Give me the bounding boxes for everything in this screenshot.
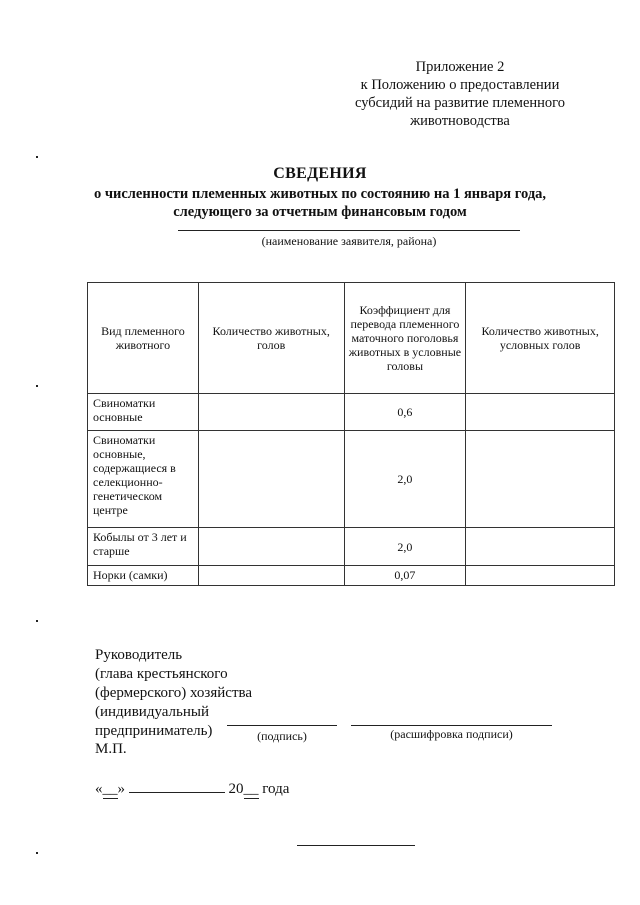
signature-field[interactable]: [227, 725, 337, 726]
applicant-caption: (наименование заявителя, района): [261, 234, 437, 248]
sig-line-1: Руководитель: [95, 647, 183, 663]
sig-line-4: (индивидуальный: [95, 704, 210, 720]
header-coefficient: Коэффициент для перевода племенного маточного поголовья животных в условные головы: [344, 283, 466, 394]
cell-coefficient: 0,07: [344, 566, 466, 586]
table-row: [88, 528, 615, 566]
date-close-quote: »: [117, 781, 125, 797]
header-conditional-heads: Количество животных, условных голов: [466, 283, 615, 394]
table-row: [88, 566, 615, 586]
cell-count[interactable]: [198, 394, 344, 431]
cell-count[interactable]: [198, 566, 344, 586]
signature-decode-caption: (расшифровка подписи): [390, 727, 513, 741]
scan-dot: [36, 852, 38, 854]
sig-line-2: (глава крестьянского: [95, 666, 228, 682]
annex-line-3: субсидий на развитие племенного: [354, 95, 566, 111]
cell-animal: Норки (самки): [88, 566, 199, 586]
title-line-1: о численности племенных животных по состоянию на 1 января года,: [93, 186, 547, 202]
signature-decode-field[interactable]: [351, 725, 552, 726]
sig-line-3: (фермерского) хозяйства: [95, 685, 253, 701]
cell-animal: Кобылы от 3 лет и старше: [88, 528, 199, 566]
cell-coefficient: 0,6: [344, 394, 466, 431]
annex-line-4: животноводства: [410, 113, 510, 129]
cell-conditional[interactable]: [466, 566, 615, 586]
scan-dot: [36, 385, 38, 387]
bottom-separator: [297, 845, 415, 846]
annex-line-1: Приложение 2: [415, 59, 505, 75]
signature-caption: (подпись): [257, 729, 307, 743]
scan-dot: [36, 620, 38, 622]
date-day-field[interactable]: __: [102, 781, 118, 797]
cell-animal: Свиноматки основные, содержащиеся в селекционно-генетическом центре: [88, 431, 199, 528]
cell-count[interactable]: [198, 528, 344, 566]
signature-block: [95, 646, 252, 741]
cell-count[interactable]: [198, 431, 344, 528]
table-row: [88, 394, 615, 431]
table-header-row: [88, 283, 615, 394]
date-suffix: года: [262, 781, 290, 797]
scan-dot: [36, 156, 38, 158]
annex-line-2: к Положению о предоставлении: [360, 77, 560, 93]
cell-conditional[interactable]: [466, 431, 615, 528]
date-line: [95, 778, 289, 799]
title-line-2: следующего за отчетным финансовым годом: [173, 204, 467, 220]
applicant-name-line[interactable]: [178, 230, 520, 231]
header-count-heads: Количество животных, голов: [198, 283, 344, 394]
cell-conditional[interactable]: [466, 528, 615, 566]
date-year-field[interactable]: __: [243, 781, 259, 797]
livestock-table: [87, 282, 615, 586]
date-year-prefix: 20: [228, 781, 244, 797]
sig-line-5: предприниматель): [95, 723, 213, 739]
cell-coefficient: 2,0: [344, 431, 466, 528]
cell-conditional[interactable]: [466, 394, 615, 431]
header-animal-type: Вид племенного животного: [88, 283, 199, 394]
title-heading: СВЕДЕНИЯ: [273, 165, 367, 182]
cell-animal: Свиноматки основные: [88, 394, 199, 431]
table-row: [88, 431, 615, 528]
date-month-field[interactable]: [129, 778, 225, 793]
cell-coefficient: 2,0: [344, 528, 466, 566]
date-open-quote: «: [95, 781, 103, 797]
annex-block: [330, 58, 590, 130]
stamp-label: М.П.: [95, 741, 127, 757]
document-title: [40, 163, 600, 221]
